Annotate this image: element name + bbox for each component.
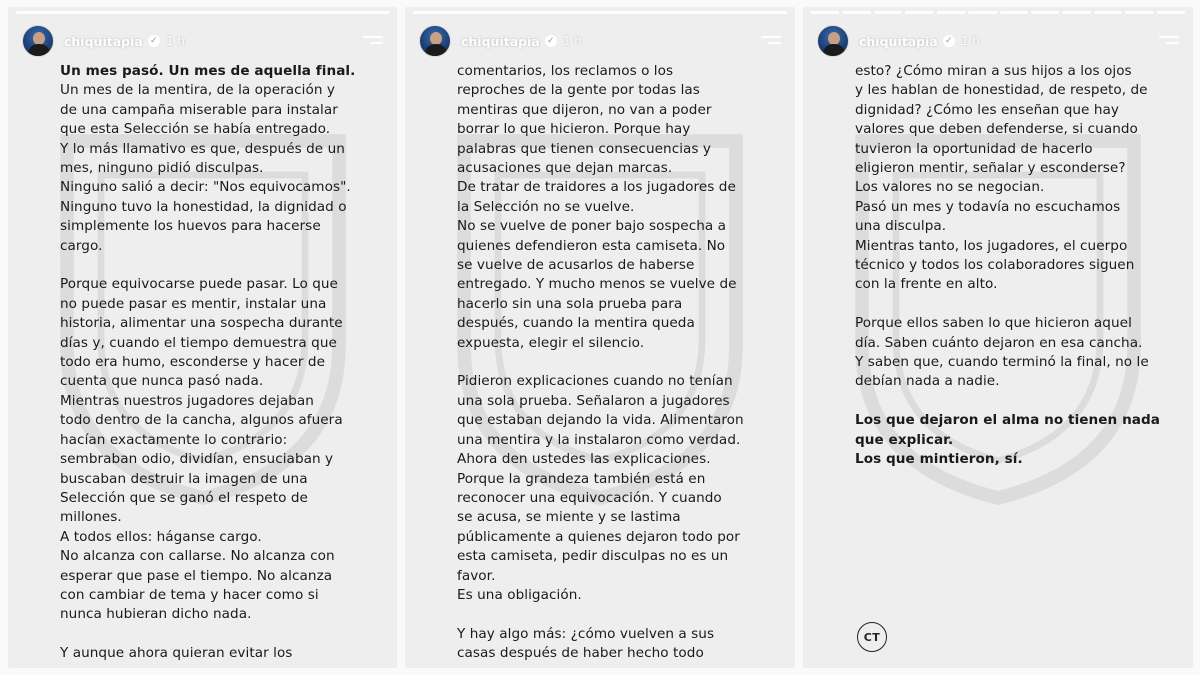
- text-line: historia, alimentar una sospecha durante: [60, 315, 343, 332]
- progress-segment: [1062, 11, 1090, 14]
- text-line: con la frente en alto.: [855, 276, 998, 293]
- progress-segment: [811, 11, 839, 14]
- story-progress-bar: [811, 11, 1185, 14]
- text-line: Ahora den ustedes las explicaciones.: [457, 451, 711, 468]
- story-header: [817, 23, 1179, 59]
- text-line: mes, ninguno pidió disculpas.: [60, 160, 264, 177]
- post-time: 1 h: [960, 34, 980, 48]
- text-line: millones.: [60, 509, 122, 526]
- story-text: [855, 62, 1167, 470]
- verified-badge-icon: ✓: [148, 35, 160, 47]
- text-line: Ninguno tuvo la honestidad, la dignidad o: [60, 198, 347, 215]
- text-line: con cambiar de tema y hacer como si: [60, 586, 319, 603]
- username[interactable]: chiquitapia: [64, 33, 143, 49]
- paragraph-gap: [60, 625, 371, 644]
- text-line: Y lo más llamativo es que, después de un: [60, 140, 345, 157]
- verified-badge-icon: ✓: [545, 35, 557, 47]
- paragraph-gap: [457, 353, 769, 372]
- text-line: quienes defendieron esta camiseta. No: [457, 237, 726, 254]
- verified-badge-icon: ✓: [943, 35, 955, 47]
- text-line: reproches de la gente por todas las: [457, 82, 700, 99]
- text-line: A todos ellos: háganse cargo.: [60, 528, 262, 545]
- text-line: día. Saben cuánto dejaron en esa cancha.: [855, 334, 1143, 351]
- story-progress-bar: [413, 11, 787, 14]
- story-header: [22, 23, 383, 59]
- progress-segment: [968, 11, 996, 14]
- text-line: valores que deben defenderse, si cuando: [855, 121, 1138, 138]
- text-line: De tratar de traidores a los jugadores de: [457, 179, 736, 196]
- text-line: la Selección no se vuelve.: [457, 198, 635, 215]
- text-line: hacían exactamente lo contrario:: [60, 431, 288, 448]
- paragraph-gap: [60, 256, 371, 275]
- text-line: acusaciones que dejan marcas.: [457, 160, 673, 177]
- text-line: tuvieron la oportunidad de hacerlo: [855, 140, 1093, 157]
- text-line: Ninguno salió a decir: "Nos equivocamos".: [60, 179, 351, 196]
- text-line: Mientras tanto, los jugadores, el cuerpo: [855, 237, 1128, 254]
- menu-icon[interactable]: [363, 34, 383, 48]
- text-line: Un mes pasó. Un mes de aquella final.: [60, 63, 356, 79]
- story-header: [419, 23, 781, 59]
- text-line: una mentira y la instalaron como verdad.: [457, 431, 741, 448]
- progress-segment: [1000, 11, 1028, 14]
- text-line: una disculpa.: [855, 218, 947, 235]
- post-time: 1 h: [562, 34, 582, 48]
- text-line: Mientras nuestros jugadores dejaban: [60, 392, 314, 409]
- username[interactable]: chiquitapia: [461, 33, 540, 49]
- text-line: Porque ellos saben lo que hicieron aquel: [855, 315, 1132, 332]
- text-line: entregado. Y mucho menos se vuelve de: [457, 276, 737, 293]
- text-line: cuenta que nunca pasó nada.: [60, 373, 264, 390]
- text-line: esta camiseta, pedir disculpas no es un: [457, 548, 729, 565]
- text-line: que esta Selección se había entregado.: [60, 121, 331, 138]
- text-line: Y aunque ahora quieran evitar los: [60, 645, 293, 662]
- progress-segment: [1031, 11, 1059, 14]
- progress-segment: [413, 11, 787, 14]
- text-line: y les hablan de honestidad, de respeto, de: [855, 82, 1148, 99]
- text-line: Un mes de la mentira, de la operación y: [60, 82, 335, 99]
- story-panel-1[interactable]: [8, 7, 397, 668]
- progress-segment: [16, 11, 389, 14]
- text-line: de una campaña miserable para instalar: [60, 101, 338, 118]
- text-line: cargo.: [60, 237, 103, 254]
- text-line: dignidad? ¿Cómo les enseñan que hay: [855, 101, 1119, 118]
- story-panel-2[interactable]: [405, 7, 795, 668]
- text-line: todo era humo, esconderse y hacer de: [60, 354, 325, 371]
- text-line: reconocer una equivocación. Y cuando: [457, 489, 722, 506]
- signature-logo: CT: [857, 622, 887, 652]
- progress-segment: [874, 11, 902, 14]
- text-line: nunca hubieran dicho nada.: [60, 606, 252, 623]
- text-line: después, cuando la mentira queda: [457, 315, 695, 332]
- story-text: [457, 62, 769, 664]
- text-line: una sola prueba. Señalaron a jugadores: [457, 392, 730, 409]
- text-line: palabras que tienen consecuencias y: [457, 140, 712, 157]
- text-line: casas después de haber hecho todo: [457, 645, 704, 662]
- text-line: Es una obligación.: [457, 586, 582, 603]
- text-line: comentarios, los reclamos o los: [457, 63, 674, 79]
- text-line: Porque equivocarse puede pasar. Lo que: [60, 276, 338, 293]
- post-time: 1 h: [165, 34, 185, 48]
- text-line: mentiras que dijeron, no van a poder: [457, 101, 712, 118]
- profile-avatar[interactable]: [419, 25, 451, 57]
- text-line: esperar que pase el tiempo. No alcanza: [60, 567, 333, 584]
- text-line: que explicar.: [855, 431, 954, 448]
- text-line: no puede pasar es mentir, instalar una: [60, 295, 327, 312]
- text-line: Los valores no se negocian.: [855, 179, 1045, 196]
- profile-avatar[interactable]: [817, 25, 849, 57]
- text-line: expuesta, elegir el silencio.: [457, 334, 645, 351]
- progress-segment: [937, 11, 965, 14]
- text-line: simplemente los huevos para hacerse: [60, 218, 321, 235]
- progress-segment: [1094, 11, 1122, 14]
- story-progress-bar: [16, 11, 389, 14]
- text-line: que estaban dejando la vida. Alimentaron: [457, 412, 744, 429]
- text-line: todo dentro de la cancha, algunos afuera: [60, 412, 343, 429]
- text-line: Y saben que, cuando terminó la final, no le: [855, 354, 1149, 371]
- text-line: eligieron mentir, señalar y esconderse?: [855, 160, 1126, 177]
- progress-segment: [1157, 11, 1185, 14]
- menu-icon[interactable]: [1159, 34, 1179, 48]
- text-line: Pidieron explicaciones cuando no tenían: [457, 373, 733, 390]
- text-line: No se vuelve de poner bajo sospecha a: [457, 218, 727, 235]
- text-line: esto? ¿Cómo miran a sus hijos a los ojos: [855, 63, 1132, 79]
- text-line: hacerlo sin una sola prueba para: [457, 295, 683, 312]
- menu-icon[interactable]: [761, 34, 781, 48]
- text-line: Los que dejaron el alma no tienen nada: [855, 412, 1161, 429]
- story-text: [60, 62, 371, 664]
- text-line: favor.: [457, 567, 496, 584]
- paragraph-gap: [855, 392, 1167, 411]
- progress-segment: [842, 11, 870, 14]
- text-line: debían nada a nadie.: [855, 373, 1000, 390]
- text-line: borrar lo que hicieron. Porque hay: [457, 121, 691, 138]
- text-line: Los que mintieron, sí.: [855, 451, 1023, 468]
- story-panel-3[interactable]: [803, 7, 1193, 668]
- text-line: se acusa, se miente y se lastima: [457, 509, 681, 526]
- text-line: Selección que se ganó el respeto de: [60, 489, 308, 506]
- text-line: No alcanza con callarse. No alcanza con: [60, 548, 335, 565]
- paragraph-gap: [855, 295, 1167, 314]
- text-line: Pasó un mes y todavía no escuchamos: [855, 198, 1121, 215]
- text-line: sembraban odio, dividían, ensuciaban y: [60, 451, 334, 468]
- text-line: buscaban destruir la imagen de una: [60, 470, 308, 487]
- text-line: Porque la grandeza también está en: [457, 470, 706, 487]
- text-line: Y hay algo más: ¿cómo vuelven a sus: [457, 625, 715, 642]
- profile-avatar[interactable]: [22, 25, 54, 57]
- username[interactable]: chiquitapia: [859, 33, 938, 49]
- progress-segment: [1125, 11, 1153, 14]
- text-line: técnico y todos los colaboradores siguen: [855, 257, 1135, 274]
- text-line: días y, cuando el tiempo demuestra que: [60, 334, 337, 351]
- text-line: se vuelve de acusarlos de haberse: [457, 257, 695, 274]
- progress-segment: [905, 11, 933, 14]
- text-line: públicamente a quienes dejaron todo por: [457, 528, 740, 545]
- paragraph-gap: [457, 605, 769, 624]
